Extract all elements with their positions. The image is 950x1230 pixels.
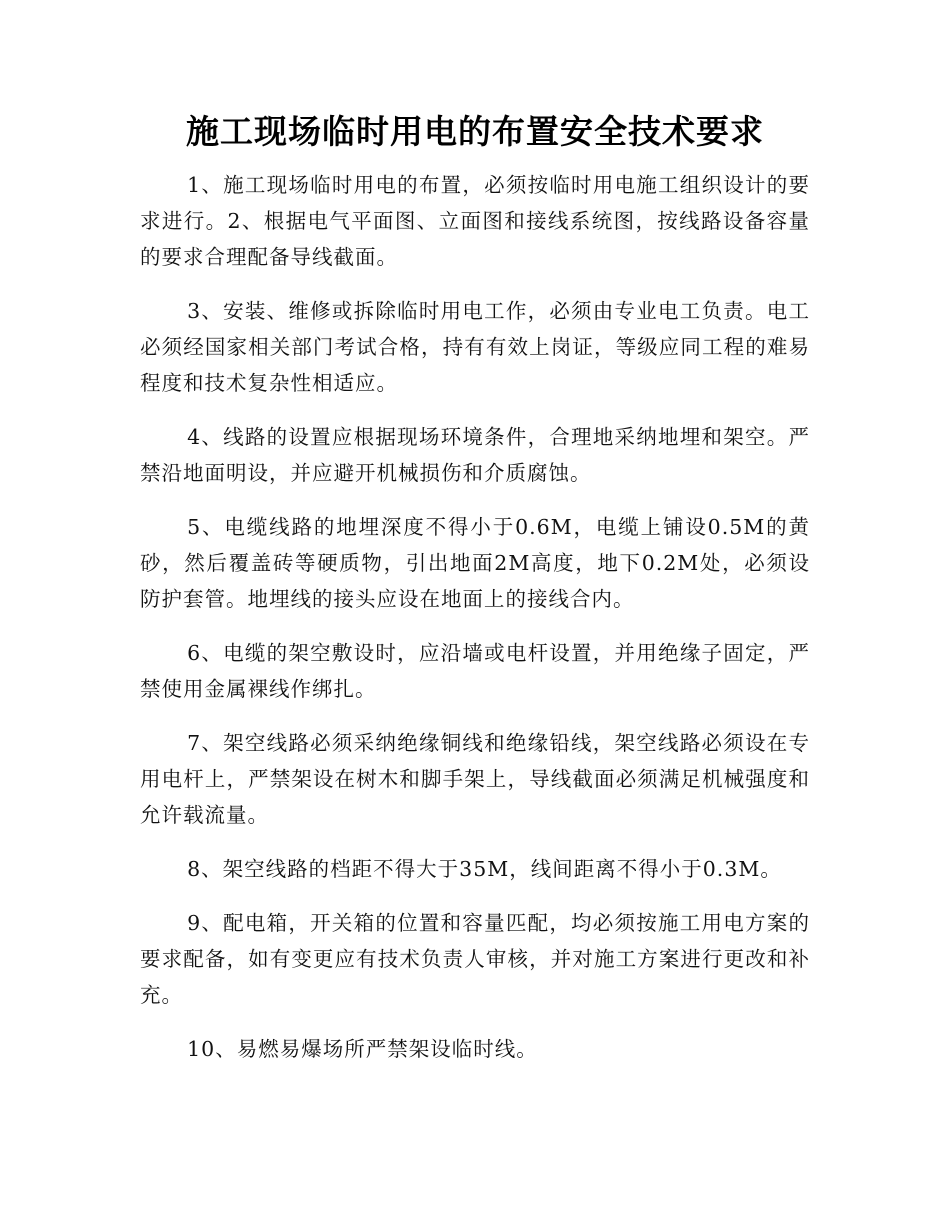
paragraph-1: 1、施工现场临时用电的布置，必须按临时用电施工组织设计的要求进行。2、根据电气平面图、立面图和接线系统图，按线路设备容量的要求合理配备导线截面。 — [140, 173, 810, 269]
paragraph-7: 8、架空线路的档距不得大于35M，线间距离不得小于0.3M。 — [187, 857, 782, 881]
document-body — [140, 167, 810, 1085]
paragraph-6: 7、架空线路必须采纳绝缘铜线和绝缘铅线，架空线路必须设在专用电杆上，严禁架设在树木和脚手架上，导线截面必须满足机械强度和允许载流量。 — [140, 731, 810, 827]
paragraph-5: 6、电缆的架空敷设时，应沿墙或电杆设置，并用绝缘子固定，严禁使用金属裸线作绑扎。 — [140, 641, 810, 701]
paragraph-9: 10、易燃易爆场所严禁架设临时线。 — [187, 1037, 538, 1061]
document-title: 施工现场临时用电的布置安全技术要求 — [186, 112, 764, 151]
paragraph-8: 9、配电箱，开关箱的位置和容量匹配，均必须按施工用电方案的要求配备，如有变更应有技术负责人审核，并对施工方案进行更改和补充。 — [140, 911, 810, 1007]
paragraph-4: 5、电缆线路的地埋深度不得小于0.6M，电缆上铺设0.5M的黄砂，然后覆盖砖等硬质物，引出地面2M高度，地下0.2M处，必须设防护套管。地埋线的接头应设在地面上的接线合内。 — [140, 515, 810, 611]
paragraph-2: 3、安装、维修或拆除临时用电工作，必须由专业电工负责。电工必须经国家相关部门考试合格，持有有效上岗证，等级应同工程的难易程度和技术复杂性相适应。 — [140, 299, 810, 395]
paragraph-3: 4、线路的设置应根据现场环境条件，合理地采纳地埋和架空。严禁沿地面明设，并应避开机械损伤和介质腐蚀。 — [140, 425, 810, 485]
